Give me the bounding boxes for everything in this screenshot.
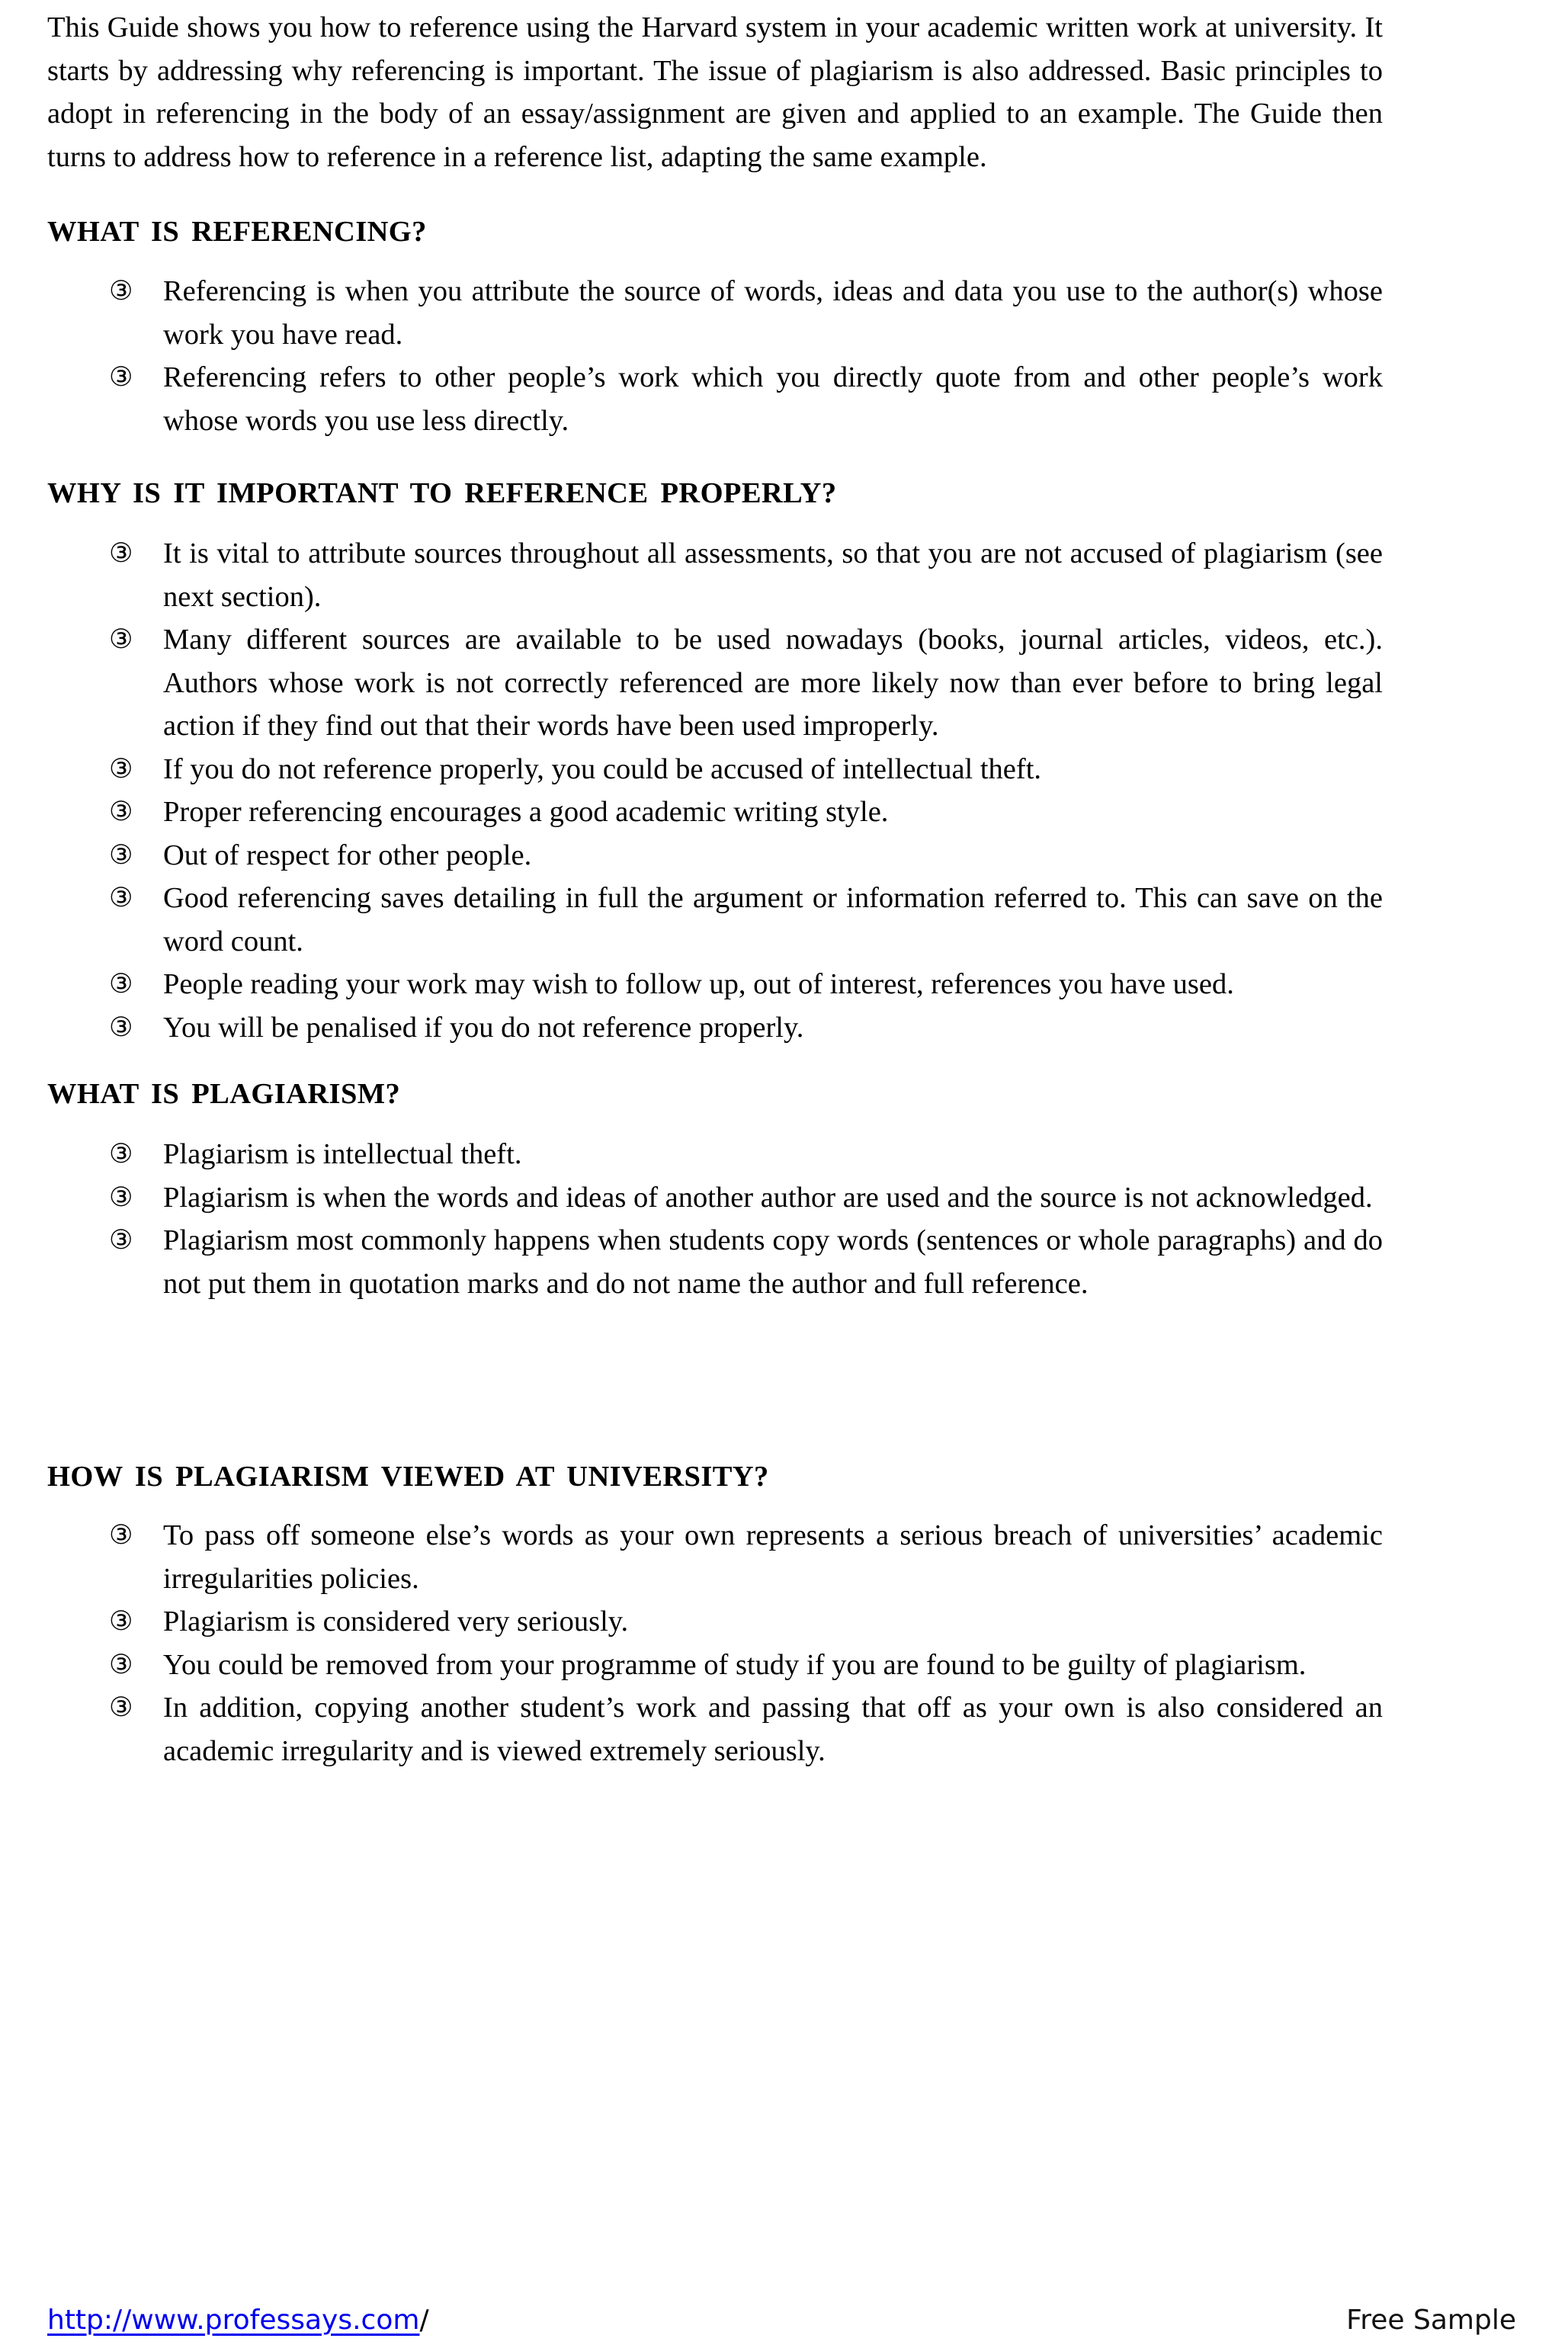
bullet-marker-icon: ③ xyxy=(109,624,133,655)
section-heading-why-important: WHY IS IT IMPORTANT TO REFERENCE PROPERLY? xyxy=(47,477,837,509)
list-item xyxy=(47,963,1383,1006)
list-item xyxy=(47,1600,1383,1644)
list-item xyxy=(47,270,1383,356)
list-item-text: To pass off someone else’s words as your own represents a serious breach of universities’ academic irregularities policies. xyxy=(163,1519,1383,1595)
bullet-list-how-viewed xyxy=(47,1494,1383,1772)
intro-paragraph: This Guide shows you how to reference using the Harvard system in your academic written work at university. It starts by addressing why referencing is important. The issue of plagiarism is also addressed. Basic principles to adopt in referencing in the body of an essay/assignment are given and applied to an example. The Guide then turns to address how to reference in a reference list, adapting the same example. xyxy=(47,11,1383,173)
list-item-text: You will be penalised if you do not reference properly. xyxy=(163,1011,804,1044)
bullet-marker-icon: ③ xyxy=(109,538,133,569)
section-heading-how-viewed: HOW IS PLAGIARISM VIEWED AT UNIVERSITY? xyxy=(47,1461,769,1493)
bullet-marker-icon: ③ xyxy=(109,1139,133,1169)
bullet-marker-icon: ③ xyxy=(109,883,133,913)
page-footer xyxy=(47,2295,1521,2337)
document-content xyxy=(47,6,1383,1772)
bullet-marker-icon: ③ xyxy=(109,362,133,393)
bullet-marker-icon: ③ xyxy=(109,276,133,306)
list-item-text: Plagiarism most commonly happens when students copy words (sentences or whole paragraphs) and do not put them in quotation marks and do not name the author and full reference. xyxy=(163,1224,1383,1300)
footer-url-wrapper xyxy=(47,2304,429,2337)
list-item xyxy=(47,748,1383,791)
list-item xyxy=(47,1006,1383,1050)
bullet-marker-icon: ③ xyxy=(109,753,133,784)
list-item-text: You could be removed from your programme of study if you are found to be guilty of plagiarism. xyxy=(163,1648,1307,1681)
list-item xyxy=(47,532,1383,618)
list-item-text: Good referencing saves detailing in full the argument or information referred to. This can save on the word count. xyxy=(163,882,1383,957)
list-item-text: Out of respect for other people. xyxy=(163,839,532,871)
bullet-marker-icon: ③ xyxy=(109,1225,133,1256)
free-sample-label: Free Sample xyxy=(1346,2305,1516,2336)
list-item xyxy=(47,834,1383,877)
list-item-text: In addition, copying another student’s work and passing that off as your own is also considered an academic irregularity and is viewed extremely seriously. xyxy=(163,1692,1383,1767)
list-item-text: It is vital to attribute sources throughout all assessments, so that you are not accused of plagiarism (see next section). xyxy=(163,537,1383,613)
professays-link[interactable]: http://www.professays.com xyxy=(47,2305,420,2336)
bullet-list-what-is-plagiarism xyxy=(47,1111,1383,1305)
list-item-text: Plagiarism is intellectual theft. xyxy=(163,1138,522,1170)
footer-url-trailing-slash: / xyxy=(419,2305,429,2336)
bullet-marker-icon: ③ xyxy=(109,1182,133,1213)
bullet-marker-icon: ③ xyxy=(109,797,133,827)
bullet-marker-icon: ③ xyxy=(109,839,133,871)
list-item-text: Proper referencing encourages a good academic writing style. xyxy=(163,796,889,828)
section-heading-what-is-plagiarism: WHAT IS PLAGIARISM? xyxy=(47,1078,401,1110)
list-item-text: People reading your work may wish to follow up, out of interest, references you have used. xyxy=(163,968,1234,1000)
list-item-text: Referencing refers to other people’s work which you directly quote from and other people’s work whose words you use less directly. xyxy=(163,361,1383,437)
bullet-marker-icon: ③ xyxy=(109,1520,133,1551)
bullet-list-what-is-referencing xyxy=(47,249,1383,442)
bullet-list-why-important xyxy=(47,511,1383,1049)
bullet-marker-icon: ③ xyxy=(109,1012,133,1043)
bullet-marker-icon: ③ xyxy=(109,969,133,999)
list-item xyxy=(47,1644,1383,1687)
section-heading-what-is-referencing: WHAT IS REFERENCING? xyxy=(47,216,427,248)
list-item-text: Referencing is when you attribute the source of words, ideas and data you use to the author(s) whose work you have read. xyxy=(163,275,1383,351)
list-item xyxy=(47,877,1383,963)
list-item-text: Plagiarism is considered very seriously. xyxy=(163,1605,629,1638)
list-item xyxy=(47,618,1383,748)
bullet-marker-icon: ③ xyxy=(109,1692,133,1723)
bullet-marker-icon: ③ xyxy=(109,1606,133,1637)
list-item xyxy=(47,356,1383,442)
list-item xyxy=(47,1176,1383,1220)
list-item-text: Many different sources are available to be used nowadays (books, journal articles, videos, etc.). Authors whose work is not correctly referenced are more likely now than ever before to bring legal action if they find out that their words have been used improperly. xyxy=(163,624,1383,742)
list-item xyxy=(47,1514,1383,1600)
list-item xyxy=(47,1133,1383,1176)
bullet-marker-icon: ③ xyxy=(109,1649,133,1680)
list-item-text: If you do not reference properly, you could be accused of intellectual theft. xyxy=(163,752,1042,785)
list-item xyxy=(47,791,1383,834)
list-item-text: Plagiarism is when the words and ideas of another author are used and the source is not acknowledged. xyxy=(163,1181,1373,1214)
list-item xyxy=(47,1686,1383,1772)
list-item xyxy=(47,1219,1383,1305)
